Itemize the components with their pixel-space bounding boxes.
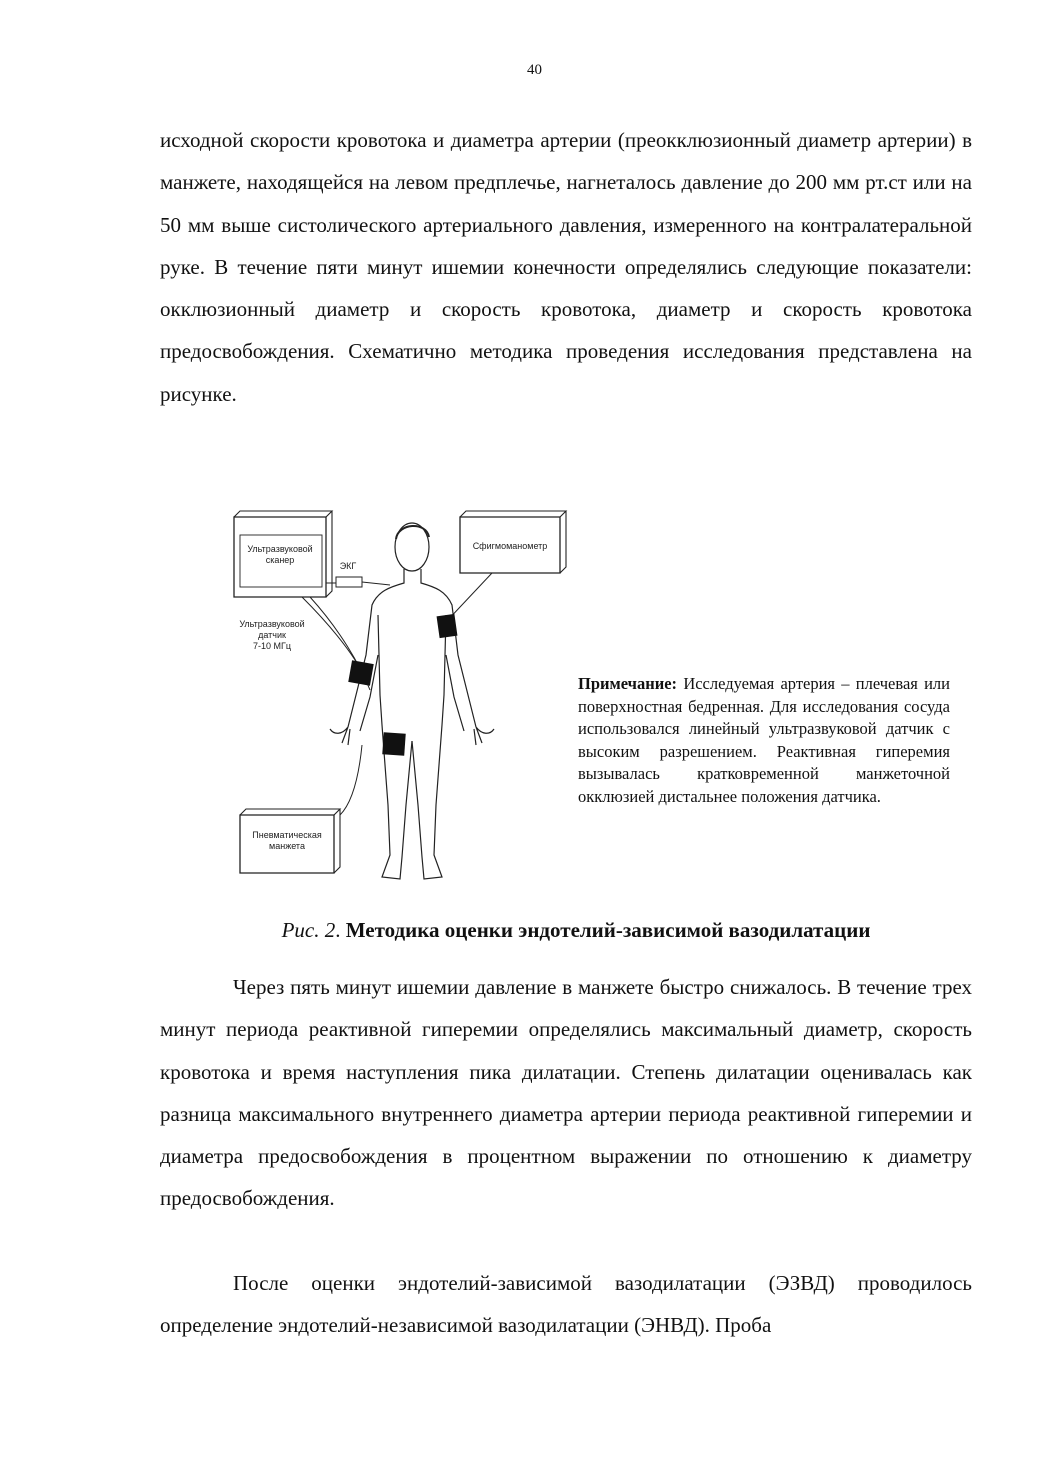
leg-cuff xyxy=(382,732,405,755)
paragraph-intro: исходной скорости кровотока и диаметра артерии (преокклюзионный диаметр артерии) в манжете, находящейся на левом предплечье, нагнеталось давление до 200 мм рт.ст или на 50 мм выше систолического артериального давления, измеренного на контралатеральной руке. В течение пяти минут ишемии конечности определялись следующие показатели: окклюзионный диаметр и скорость кровотока, диаметр и скорость кровотока предосвобождения. Схематично методика проведения исследования представлена на рисунке. xyxy=(160,128,972,406)
pneumatic-cuff-label-line2: манжета xyxy=(269,841,305,851)
ecg-label: ЭКГ xyxy=(339,561,357,571)
figure-caption xyxy=(0,918,1039,943)
scanner-label-line1: Ультразвуковой xyxy=(247,544,313,554)
pneumatic-cuff-box xyxy=(240,745,362,873)
sphygmomanometer-box xyxy=(445,511,566,623)
scanner-label-line2: сканер xyxy=(265,555,295,565)
note-label: Примечание: xyxy=(578,674,678,693)
human-figure xyxy=(330,523,494,879)
sphygmomanometer-label: Сфигмоманометр xyxy=(472,541,548,551)
probe-label-line1: Ультразвуковой xyxy=(239,619,305,629)
caption-prefix: Рис. 2 xyxy=(281,918,336,942)
page-number: 40 xyxy=(527,62,542,78)
paragraph-reactive-hyperemia: Через пять минут ишемии давление в манжете быстро снижалось. В течение трех минут периода реактивной гиперемии определялись максимальный диаметр, скорость кровотока и время наступления пика дилатации. Степень дилатации оценивалась как разница максимального внутреннего диаметра артерии периода реактивной гиперемии и диаметра предосвобождения в процентном выражении по отношению к диаметру предосвобождения. xyxy=(160,975,972,1211)
probe-label-line3: 7-10 МГц xyxy=(252,641,292,651)
pneumatic-cuff-label-line1: Пневматическая xyxy=(252,830,322,840)
forearm-cuff xyxy=(348,660,373,685)
caption-separator: . xyxy=(335,918,346,942)
note-text: Исследуемая артерия – плечевая или поверхностная бедренная. Для исследования сосуда использовался линейный ультразвуковой датчик с высоким разрешением. Реактивная гиперемия вызывалась кратковременной манжеточной окклюзией дистальнее положения датчика. xyxy=(578,674,950,806)
figure-note xyxy=(578,673,950,809)
ultrasound-scanner-box xyxy=(234,511,332,597)
probe-label-line2: датчик xyxy=(258,630,286,640)
method-diagram xyxy=(230,505,570,900)
ecg-device xyxy=(326,561,390,587)
arm-cuff xyxy=(437,614,458,638)
paragraph-evaluation: После оценки эндотелий-зависимой вазодилатации (ЭЗВД) проводилось определение эндотелий-независимой вазодилатации (ЭНВД). Проба xyxy=(160,1271,972,1338)
caption-title: Методика оценки эндотелий-зависимой вазодилатации xyxy=(345,918,871,942)
